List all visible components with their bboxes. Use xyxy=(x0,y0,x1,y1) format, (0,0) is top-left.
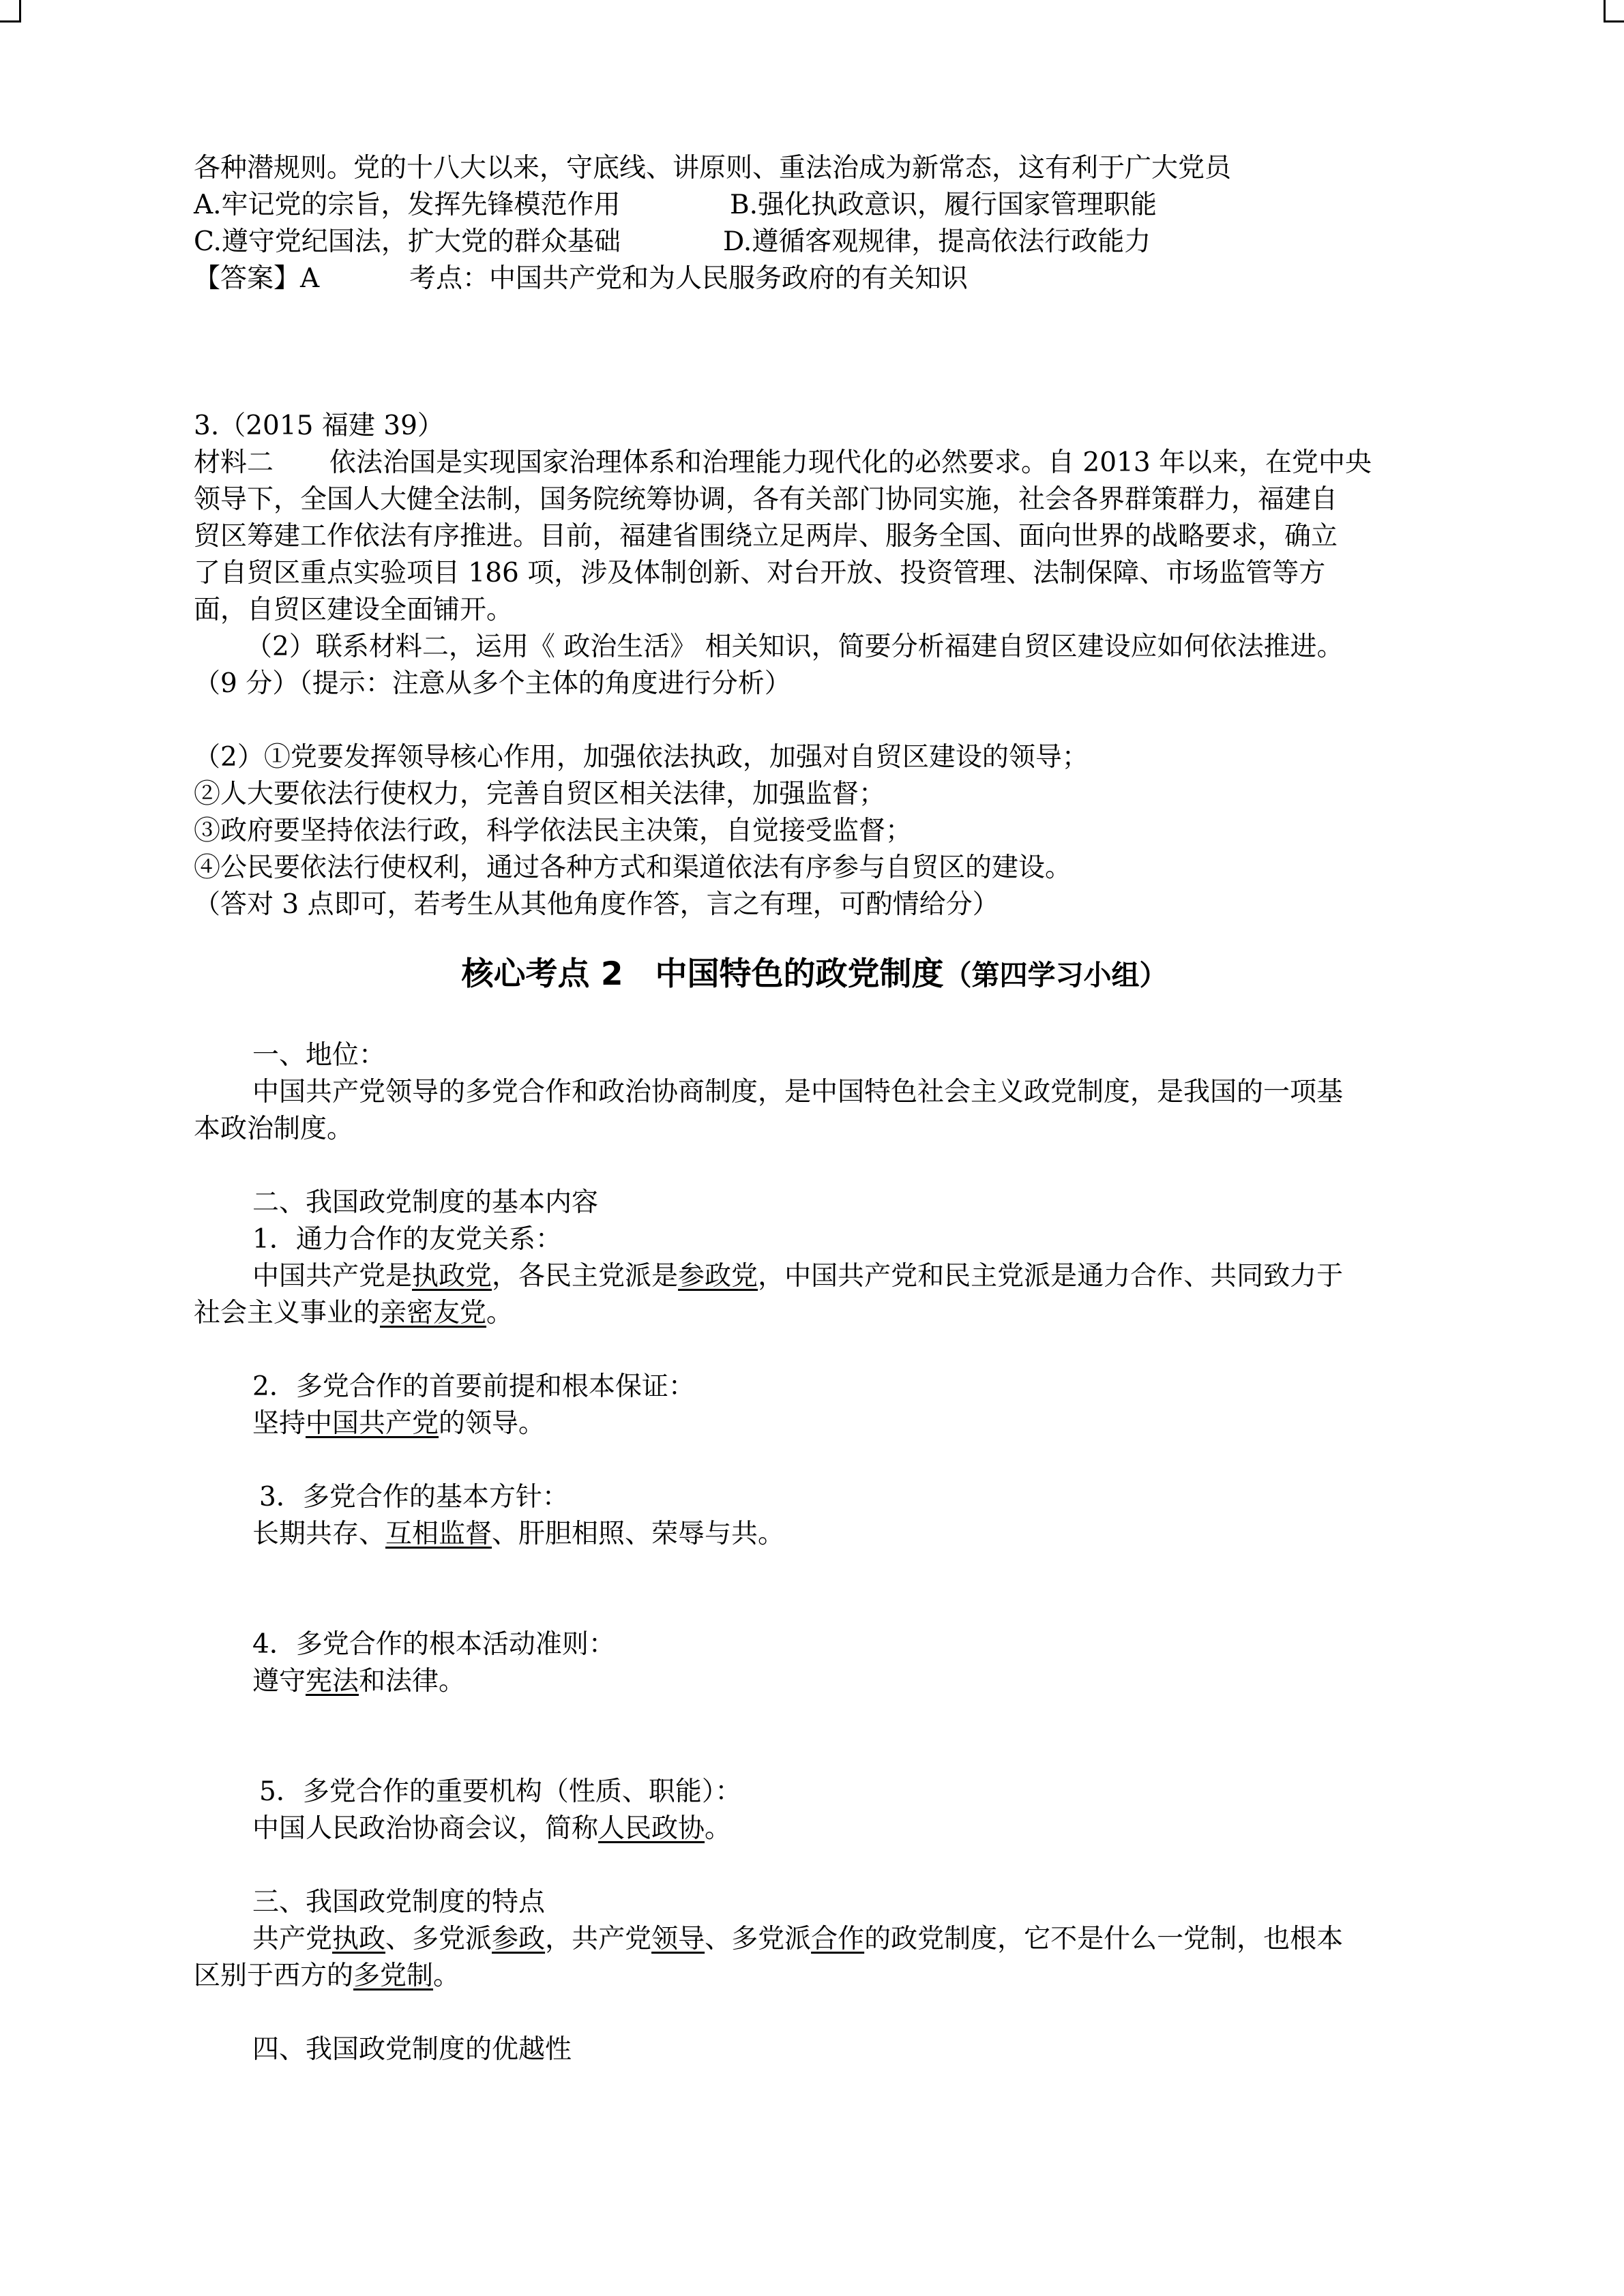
keyword-participating: 参政 xyxy=(492,1924,546,1954)
features-heading: 三、我国政党制度的特点 xyxy=(252,1887,546,1918)
status-heading: 一、地位： xyxy=(252,1040,386,1071)
status-line-1: 中国共产党领导的多党合作和政治协商制度，是中国特色社会主义政党制度，是我国的一项基 xyxy=(252,1077,1344,1107)
material-line-1: 材料二 依法治国是实现国家治理体系和治理能力现代化的必然要求。自 2013 年以来，在党中央 xyxy=(194,445,1435,481)
point-1-line-2: 社会主义事业的亲密友党。 xyxy=(194,1298,514,1328)
question-line-2: （9 分）（提示：注意从多个主体的角度进行分析） xyxy=(194,668,791,699)
section-features xyxy=(194,1884,1435,1995)
material-line-5: 面，自贸区建设全面铺开。 xyxy=(194,595,514,625)
keyword-multiparty: 多党制 xyxy=(353,1960,434,1991)
document-page xyxy=(194,150,1435,2068)
keyword-cppcc: 人民政协 xyxy=(598,1813,705,1844)
question-3 xyxy=(194,408,1435,923)
section-status xyxy=(194,1037,1435,1148)
answer-row xyxy=(194,260,1435,297)
keyword-ruling: 执政 xyxy=(332,1924,386,1954)
keyword-constitution: 宪法 xyxy=(306,1666,359,1697)
crop-mark-top-left xyxy=(0,20,19,23)
keyword-close-friend-party: 亲密友党 xyxy=(380,1298,487,1328)
options-row-2 xyxy=(194,224,1435,260)
advantages-heading: 四、我国政党制度的优越性 xyxy=(252,2034,572,2065)
point-5-heading: 5．多党合作的重要机构（性质、职能）： xyxy=(259,1776,742,1807)
section-basic-content xyxy=(194,1184,1435,1847)
question-line-1: （2）联系材料二，运用《 政治生活》 相关知识，简要分析福建自贸区建设应如何依法推进。 xyxy=(246,631,1344,662)
keyword-cpc: 中国共产党 xyxy=(306,1408,439,1439)
answer-line-1: （2）①党要发挥领导核心作用，加强依法执政，加强对自贸区建设的领导； xyxy=(194,742,1089,773)
question-stem: 各种潜规则。党的十八大以来，守底线、讲原则、重法治成为新常态，这有利于广大党员 xyxy=(194,153,1232,183)
material-label: 材料二 xyxy=(194,447,274,478)
section-title-main: 核心考点 2 中国特色的政党制度 xyxy=(461,955,944,993)
material-line-4: 了自贸区重点实验项目 186 项，涉及体制创新、对台开放、投资管理、法制保障、市场监管等方 xyxy=(194,558,1326,588)
section-title-group: （第四学习小组） xyxy=(943,959,1168,992)
answer-line-3: ③政府要坚持依法行政，科学依法民主决策，自觉接受监督； xyxy=(194,816,913,846)
point-2-heading: 2．多党合作的首要前提和根本保证： xyxy=(252,1371,695,1402)
question-2 xyxy=(194,150,1435,297)
section-advantages xyxy=(194,2031,1435,2068)
crop-mark-top-right-vertical xyxy=(1604,0,1606,23)
material-line-2: 领导下，全国人大健全法制，国务院统筹协调，各有关部门协同实施，社会各界群策群力，福建自 xyxy=(194,484,1338,515)
crop-mark-top-left-vertical xyxy=(19,0,21,23)
option-c: C.遵守党纪国法，扩大党的群众基础 xyxy=(194,226,621,257)
answer-note: （答对 3 点即可，若考生从其他角度作答，言之有理，可酌情给分） xyxy=(194,889,999,920)
point-5-line: 中国人民政治协商会议，简称人民政协。 xyxy=(252,1813,732,1844)
option-a: A.牢记党的宗旨，发挥先锋模范作用 xyxy=(194,190,621,220)
point-3-line: 长期共存、互相监督、肝胆相照、荣辱与共。 xyxy=(252,1519,785,1549)
basic-content-heading: 二、我国政党制度的基本内容 xyxy=(252,1187,599,1218)
keyword-ruling-party: 执政党 xyxy=(412,1261,492,1292)
answer-line-2: ②人大要依法行使权力，完善自贸区相关法律，加强监督； xyxy=(194,779,886,809)
options-row-1 xyxy=(194,187,1435,224)
keyword-leading: 领导 xyxy=(651,1924,705,1954)
keyword-mutual-supervision: 互相监督 xyxy=(385,1519,492,1549)
point-4-line: 遵守宪法和法律。 xyxy=(252,1666,466,1697)
status-line-2: 本政治制度。 xyxy=(194,1114,354,1144)
keyword-participating-party: 参政党 xyxy=(678,1261,758,1292)
question-header: 3.（2015 福建 39） xyxy=(194,411,444,441)
features-line-1: 共产党执政、多党派参政，共产党领导、多党派合作的政党制度，它不是什么一党制，也根本 xyxy=(252,1924,1344,1954)
kaodian-text: 考点：中国共产党和为人民服务政府的有关知识 xyxy=(409,263,969,294)
point-1-line-1: 中国共产党是执政党，各民主党派是参政党，中国共产党和民主党派是通力合作、共同致力于 xyxy=(252,1261,1344,1292)
point-3-heading: 3．多党合作的基本方针： xyxy=(259,1482,569,1512)
material-line-3: 贸区筹建工作依法有序推进。目前，福建省围绕立足两岸、服务全国、面向世界的战略要求，确立 xyxy=(194,521,1338,552)
section-title xyxy=(194,951,1435,999)
point-1-heading: 1．通力合作的友党关系： xyxy=(252,1224,562,1255)
option-b: B.强化执政意识，履行国家管理职能 xyxy=(730,190,1157,220)
point-4-heading: 4．多党合作的根本活动准则： xyxy=(252,1629,615,1660)
crop-mark-top-right xyxy=(1605,20,1624,23)
answer-line-4: ④公民要依法行使权利，通过各种方式和渠道依法有序参与自贸区的建设。 xyxy=(194,852,1072,883)
option-d: D.遵循客观规律，提高依法行政能力 xyxy=(723,226,1151,257)
features-line-2: 区别于西方的多党制。 xyxy=(194,1960,460,1991)
answer-label: 【答案】A xyxy=(194,263,320,294)
keyword-cooperating: 合作 xyxy=(811,1924,865,1954)
point-2-line: 坚持中国共产党的领导。 xyxy=(252,1408,546,1439)
